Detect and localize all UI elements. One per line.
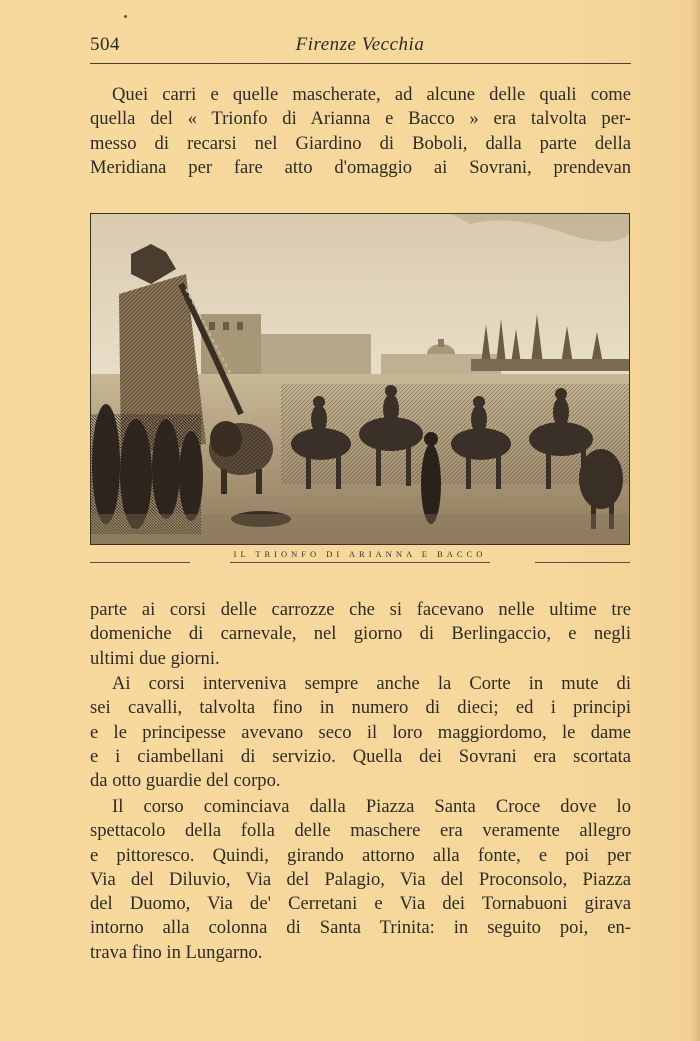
text-line: Il corso cominciava dalla Piazza Santa Croce dove lo: [112, 796, 631, 817]
text-line: quella del « Trionfo di Arianna e Bacco » era talvolta per-: [90, 108, 631, 130]
caption-rule-center: [230, 562, 490, 563]
header-rule: [90, 63, 631, 64]
text-line: trava fino in Lungarno.: [90, 941, 263, 963]
text-line: Meridiana per fare atto d'omaggio ai Sovrani, prendevan: [90, 156, 631, 178]
page-number: 504: [90, 34, 120, 55]
paragraph-intro: [90, 83, 631, 180]
text-line: parte ai corsi delle carrozze che si facevano nelle ultime tre: [90, 599, 631, 620]
paper-speck: [124, 15, 127, 18]
paragraph-court: [90, 672, 631, 793]
text-line: Ai corsi interveniva sempre anche la Corte in mute di: [112, 673, 631, 694]
illustration-caption-row: [90, 544, 630, 568]
text-line: e pittoresco. Quindi, girando attorno alla fonte, e poi per: [90, 844, 631, 866]
running-title: Firenze Vecchia: [295, 34, 425, 55]
illustration-caption: IL TRIONFO DI ARIANNA E BACCO: [233, 549, 487, 559]
text-line: spettacolo della folla delle maschere era veramente allegro: [90, 820, 631, 842]
text-line: da otto guardie del corpo.: [90, 770, 281, 792]
text-line: e le principesse avevano seco il loro maggiordomo, le dame: [90, 721, 631, 743]
text-line: ultimi due giorni.: [90, 647, 220, 669]
text-line: messo di recarsi nel Giardino di Boboli, dalla parte della: [90, 132, 631, 154]
text-line: Quei carri e quelle mascherate, ad alcune delle quali come: [112, 84, 631, 105]
caption-rule-left: [90, 562, 190, 563]
engraving-scene: [91, 214, 629, 544]
text-line: sei cavalli, talvolta fino in numero di dieci; ed i principi: [90, 697, 631, 719]
running-header: [90, 34, 630, 60]
engraving-illustration: [90, 213, 630, 545]
page-edge-shadow: [690, 0, 700, 1041]
text-line: Via del Diluvio, Via del Palagio, Via del Proconsolo, Piazza: [90, 868, 631, 890]
text-line: intorno alla colonna di Santa Trinita: in seguito poi, en-: [90, 917, 631, 939]
text-line: e i ciambellani di servizio. Quella dei Sovrani era scortata: [90, 745, 631, 767]
text-line: domeniche di carnevale, nel giorno di Berlingaccio, e negli: [90, 623, 631, 645]
paragraph-route: [90, 795, 631, 965]
paragraph-continuation: [90, 598, 631, 671]
text-line: del Duomo, Via de' Cerretani e Via dei Tornabuoni girava: [90, 893, 631, 915]
caption-rule-right: [535, 562, 630, 563]
